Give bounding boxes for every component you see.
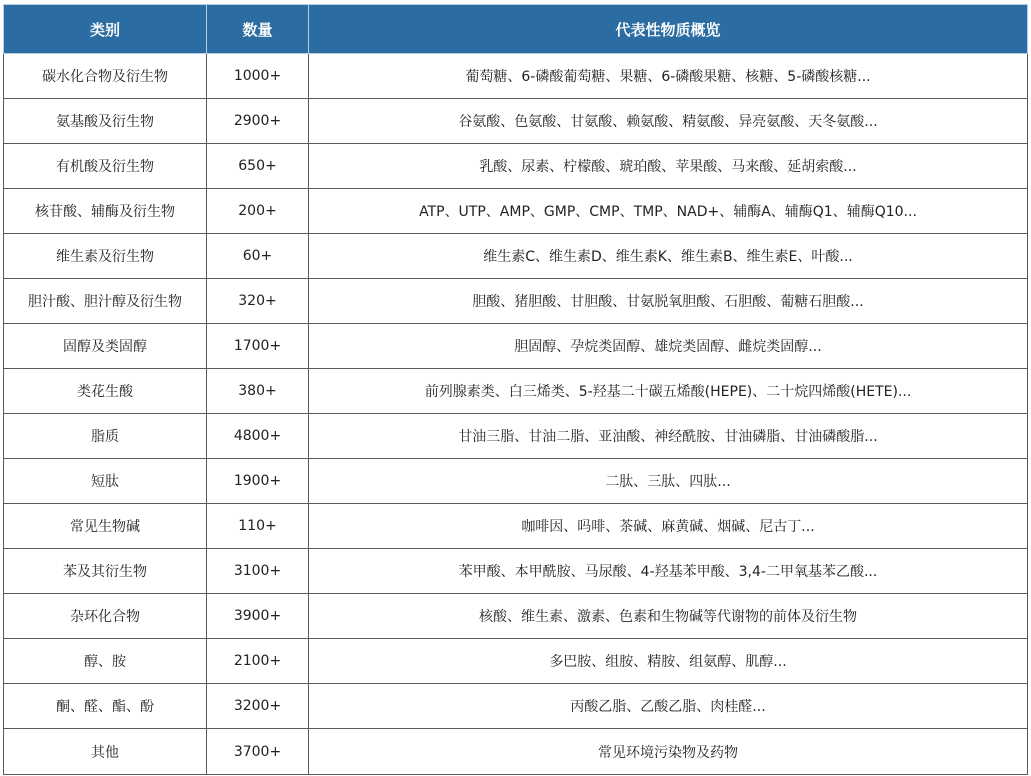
count-cell: 3200+	[207, 684, 309, 729]
substances-cell: 前列腺素类、白三烯类、5-羟基二十碳五烯酸(HEPE)、二十烷四烯酸(HETE)...	[309, 369, 1028, 414]
substances-cell: 核酸、维生素、激素、色素和生物碱等代谢物的前体及衍生物	[309, 594, 1028, 639]
table-row	[4, 549, 1028, 594]
category-cell: 有机酸及衍生物	[4, 144, 207, 189]
substances-cell: 二肽、三肽、四肽...	[309, 459, 1028, 504]
count-cell: 3900+	[207, 594, 309, 639]
substances-cell: 咖啡因、吗啡、茶碱、麻黄碱、烟碱、尼古丁...	[309, 504, 1028, 549]
count-cell: 1700+	[207, 324, 309, 369]
category-cell: 脂质	[4, 414, 207, 459]
category-cell: 苯及其衍生物	[4, 549, 207, 594]
category-cell: 碳水化合物及衍生物	[4, 54, 207, 99]
substances-cell: 胆酸、猪胆酸、甘胆酸、甘氨脱氧胆酸、石胆酸、葡糖石胆酸...	[309, 279, 1028, 324]
substances-cell: 常见环境污染物及药物	[309, 729, 1028, 775]
header-count: 数量	[207, 5, 309, 54]
count-cell: 3100+	[207, 549, 309, 594]
header-representative-substances: 代表性物质概览	[309, 5, 1028, 54]
table-row	[4, 684, 1028, 729]
substances-cell: 丙酸乙脂、乙酸乙脂、肉桂醛...	[309, 684, 1028, 729]
substances-cell: 多巴胺、组胺、精胺、组氨醇、肌醇...	[309, 639, 1028, 684]
table-row	[4, 639, 1028, 684]
count-cell: 200+	[207, 189, 309, 234]
count-cell: 3700+	[207, 729, 309, 775]
category-cell: 固醇及类固醇	[4, 324, 207, 369]
category-cell: 维生素及衍生物	[4, 234, 207, 279]
table-row	[4, 369, 1028, 414]
category-cell: 核苷酸、辅酶及衍生物	[4, 189, 207, 234]
count-cell: 1900+	[207, 459, 309, 504]
table-row	[4, 99, 1028, 144]
category-cell: 常见生物碱	[4, 504, 207, 549]
table-row	[4, 324, 1028, 369]
table-row	[4, 504, 1028, 549]
count-cell: 320+	[207, 279, 309, 324]
category-cell: 醇、胺	[4, 639, 207, 684]
category-cell: 短肽	[4, 459, 207, 504]
table-row	[4, 144, 1028, 189]
table-row	[4, 459, 1028, 504]
table-row	[4, 189, 1028, 234]
table-row	[4, 234, 1028, 279]
count-cell: 650+	[207, 144, 309, 189]
table-header-row	[4, 5, 1028, 54]
table-row	[4, 594, 1028, 639]
category-cell: 酮、醛、酯、酚	[4, 684, 207, 729]
table-body	[4, 54, 1028, 775]
count-cell: 2900+	[207, 99, 309, 144]
substances-cell: 苯甲酸、本甲酰胺、马尿酸、4-羟基苯甲酸、3,4-二甲氧基苯乙酸...	[309, 549, 1028, 594]
substances-cell: 谷氨酸、色氨酸、甘氨酸、赖氨酸、精氨酸、异亮氨酸、天冬氨酸...	[309, 99, 1028, 144]
count-cell: 60+	[207, 234, 309, 279]
substances-cell: ATP、UTP、AMP、GMP、CMP、TMP、NAD+、辅酶A、辅酶Q1、辅酶Q10...	[309, 189, 1028, 234]
table-row	[4, 414, 1028, 459]
count-cell: 110+	[207, 504, 309, 549]
count-cell: 4800+	[207, 414, 309, 459]
category-cell: 氨基酸及衍生物	[4, 99, 207, 144]
table-row	[4, 729, 1028, 775]
category-cell: 其他	[4, 729, 207, 775]
category-cell: 类花生酸	[4, 369, 207, 414]
substances-cell: 乳酸、尿素、柠檬酸、琥珀酸、苹果酸、马来酸、延胡索酸...	[309, 144, 1028, 189]
table-row	[4, 54, 1028, 99]
count-cell: 380+	[207, 369, 309, 414]
header-category: 类别	[4, 5, 207, 54]
category-cell: 胆汁酸、胆汁醇及衍生物	[4, 279, 207, 324]
count-cell: 1000+	[207, 54, 309, 99]
category-cell: 杂环化合物	[4, 594, 207, 639]
metabolite-category-table	[3, 4, 1028, 775]
substances-cell: 葡萄糖、6-磷酸葡萄糖、果糖、6-磷酸果糖、核糖、5-磷酸核糖...	[309, 54, 1028, 99]
substances-cell: 甘油三脂、甘油二脂、亚油酸、神经酰胺、甘油磷脂、甘油磷酸脂...	[309, 414, 1028, 459]
table-row	[4, 279, 1028, 324]
count-cell: 2100+	[207, 639, 309, 684]
metabolite-table-container	[3, 4, 1027, 775]
substances-cell: 胆固醇、孕烷类固醇、雄烷类固醇、雌烷类固醇...	[309, 324, 1028, 369]
substances-cell: 维生素C、维生素D、维生素K、维生素B、维生素E、叶酸...	[309, 234, 1028, 279]
